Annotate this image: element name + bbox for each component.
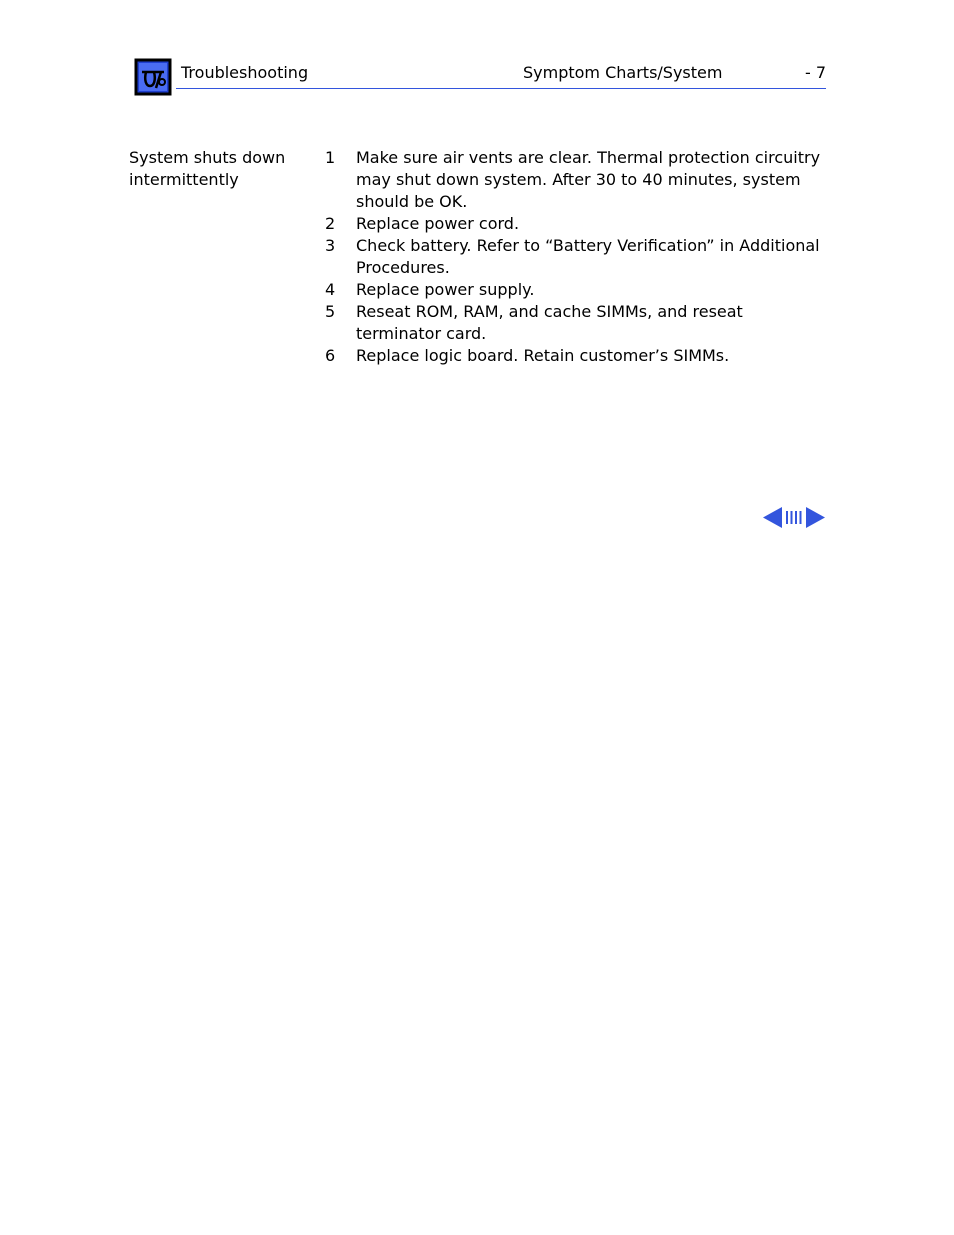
solution-step: [325, 345, 825, 367]
page-header: [0, 0, 954, 100]
step-number: 2: [325, 214, 336, 233]
solution-step: [325, 147, 825, 213]
solution-step: [325, 235, 825, 279]
step-text: Make sure air vents are clear. Thermal protection circuitry may shut down system. After 30 to 40 minutes, system should be OK.: [356, 148, 821, 211]
step-text: Check battery. Refer to “Battery Verification” in Additional Procedures.: [356, 236, 820, 277]
index-bars-icon[interactable]: [785, 507, 803, 528]
solution-step: [325, 213, 825, 235]
step-text: Replace power cord.: [356, 214, 520, 233]
solution-step: [325, 301, 825, 345]
chapter-title: Symptom Charts/System: [523, 63, 723, 82]
solution-steps-list: [325, 147, 825, 367]
page-navigation: [763, 507, 826, 528]
symptom-label: System shuts down intermittently: [129, 148, 286, 189]
step-number: 3: [325, 236, 336, 255]
section-title: Troubleshooting: [181, 63, 309, 82]
right-arrow-icon[interactable]: [805, 507, 825, 528]
step-text: Replace logic board. Retain customer’s SIMMs.: [356, 346, 730, 365]
step-text: Replace power supply.: [356, 280, 535, 299]
solution-step: [325, 279, 825, 301]
step-number: 6: [325, 346, 336, 365]
left-arrow-icon[interactable]: [763, 507, 783, 528]
header-divider: [176, 88, 826, 89]
step-number: 1: [325, 148, 336, 167]
page-number: - 7: [805, 63, 827, 82]
step-number: 5: [325, 302, 336, 321]
step-text: Reseat ROM, RAM, and cache SIMMs, and reseat terminator card.: [356, 302, 743, 343]
step-number: 4: [325, 280, 336, 299]
troubleshooting-stethoscope-icon: [134, 58, 172, 96]
